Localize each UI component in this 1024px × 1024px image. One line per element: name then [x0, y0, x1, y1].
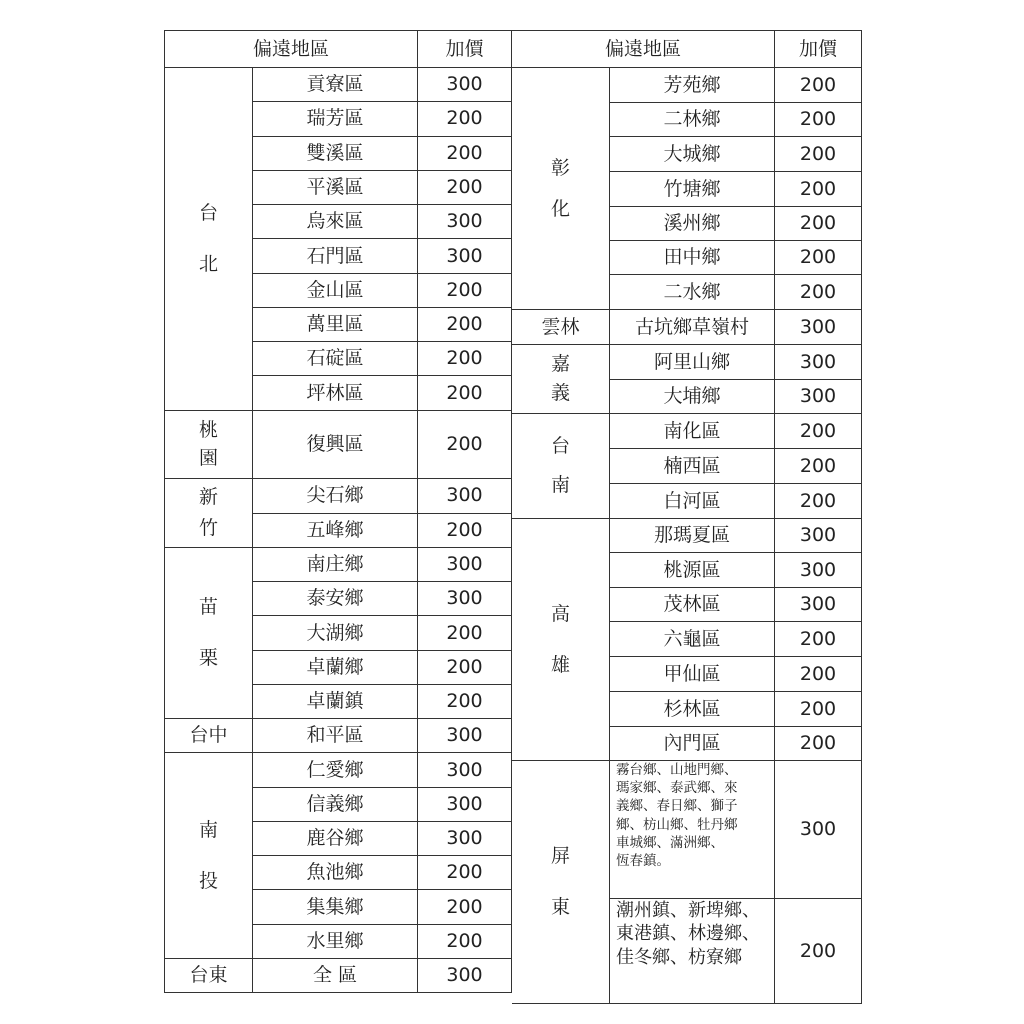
fee-changhua-0: 200: [775, 68, 862, 103]
county-taichung: 台中: [164, 719, 253, 753]
county-kaohsiung-char-1: 雄: [550, 653, 570, 676]
county-miaoli-char-1: 栗: [198, 646, 218, 669]
area-taipei-0: 貢寮區: [253, 68, 418, 102]
remote-area-fee-table: [164, 30, 862, 1003]
fee-taipei-2: 200: [418, 137, 512, 171]
area-taipei-2: 雙溪區: [253, 137, 418, 171]
county-taipei: [164, 68, 253, 411]
fee-taichung: 300: [418, 719, 512, 753]
pingtung-group1-line-2: 義鄉、春日鄉、獅子: [616, 798, 738, 815]
fee-yunlin: 300: [775, 310, 862, 345]
fee-changhua-1: 200: [775, 103, 862, 137]
county-changhua: [512, 68, 610, 310]
area-changhua-0: 芳苑鄉: [610, 68, 775, 103]
fee-changhua-3: 200: [775, 172, 862, 207]
fee-taoyuan: 200: [418, 411, 512, 480]
county-hsinchu: [164, 479, 253, 548]
area-taipei-4: 烏來區: [253, 205, 418, 239]
fee-chiayi-1: 300: [775, 380, 862, 414]
area-miaoli-1: 泰安鄉: [253, 582, 418, 616]
fee-miaoli-1: 300: [418, 582, 512, 616]
fee-taipei-6: 200: [418, 274, 512, 308]
county-miaoli-char-0: 苗: [198, 596, 218, 619]
county-tainan: [512, 414, 610, 519]
area-kaohsiung-1: 桃源區: [610, 553, 775, 588]
area-kaohsiung-3: 六龜區: [610, 622, 775, 657]
fee-nantou-5: 200: [418, 925, 512, 959]
fee-changhua-4: 200: [775, 207, 862, 241]
county-nantou-char-1: 投: [198, 869, 218, 892]
area-taipei-7: 萬里區: [253, 308, 418, 342]
area-taipei-6: 金山區: [253, 274, 418, 308]
county-chiayi-char-1: 義: [550, 382, 570, 404]
fee-kaohsiung-6: 200: [775, 727, 862, 761]
area-changhua-3: 竹塘鄉: [610, 172, 775, 207]
area-kaohsiung-4: 甲仙區: [610, 657, 775, 692]
area-tainan-2: 白河區: [610, 484, 775, 519]
fee-nantou-4: 200: [418, 890, 512, 924]
fee-taipei-4: 300: [418, 205, 512, 239]
county-yunlin: 雲林: [512, 310, 610, 345]
area-chiayi-0: 阿里山鄉: [610, 345, 775, 380]
area-hsinchu-0: 尖石鄉: [253, 479, 418, 513]
fee-tainan-1: 200: [775, 449, 862, 484]
area-taoyuan: 復興區: [253, 411, 418, 480]
area-nantou-3: 魚池鄉: [253, 856, 418, 890]
fee-nantou-3: 200: [418, 856, 512, 890]
fee-pingtung-group2: 200: [775, 899, 862, 1004]
county-miaoli: [164, 548, 253, 719]
pingtung-group2-line-1: 東港鎮、林邊鄉、: [616, 923, 760, 945]
county-nantou: [164, 753, 253, 959]
fee-chiayi-0: 300: [775, 345, 862, 380]
county-tainan-char-1: 南: [550, 474, 570, 496]
county-tainan-char-0: 台: [550, 435, 570, 458]
fee-kaohsiung-5: 200: [775, 692, 862, 727]
area-nantou-5: 水里鄉: [253, 925, 418, 959]
fee-taipei-1: 200: [418, 102, 512, 136]
county-taoyuan-char-0: 桃: [198, 418, 218, 441]
fee-miaoli-4: 200: [418, 685, 512, 719]
fee-taipei-8: 200: [418, 342, 512, 376]
area-tainan-0: 南化區: [610, 414, 775, 449]
county-taipei-char-0: 台: [198, 201, 218, 224]
fee-tainan-0: 200: [775, 414, 862, 449]
area-pingtung-group1: [610, 761, 775, 899]
area-nantou-4: 集集鄉: [253, 890, 418, 924]
area-taipei-3: 平溪區: [253, 171, 418, 205]
area-changhua-1: 二林鄉: [610, 103, 775, 137]
fee-kaohsiung-1: 300: [775, 553, 862, 588]
fee-nantou-2: 300: [418, 822, 512, 856]
area-miaoli-2: 大湖鄉: [253, 616, 418, 650]
pingtung-group1-line-0: 霧台鄉、山地門鄉、: [616, 762, 738, 778]
fee-taipei-3: 200: [418, 171, 512, 205]
county-hsinchu-char-1: 竹: [198, 517, 218, 539]
county-hsinchu-char-0: 新: [198, 486, 218, 509]
area-hsinchu-1: 五峰鄉: [253, 514, 418, 548]
header-region-right: 偏遠地區: [512, 30, 775, 68]
fee-taitung: 300: [418, 959, 512, 993]
area-kaohsiung-5: 杉林區: [610, 692, 775, 727]
fee-nantou-1: 300: [418, 788, 512, 822]
fee-hsinchu-0: 300: [418, 479, 512, 513]
fee-kaohsiung-3: 200: [775, 622, 862, 657]
fee-miaoli-0: 300: [418, 548, 512, 582]
county-taipei-char-1: 北: [198, 252, 218, 275]
county-pingtung: [512, 761, 610, 1004]
header-region-left: 偏遠地區: [164, 30, 418, 68]
area-taipei-9: 坪林區: [253, 376, 418, 410]
area-taipei-1: 瑞芳區: [253, 102, 418, 136]
area-changhua-4: 溪州鄉: [610, 207, 775, 241]
area-tainan-1: 楠西區: [610, 449, 775, 484]
county-pingtung-char-1: 東: [550, 896, 570, 918]
fee-taipei-0: 300: [418, 68, 512, 102]
area-taipei-8: 石碇區: [253, 342, 418, 376]
fee-changhua-2: 200: [775, 137, 862, 172]
fee-kaohsiung-2: 300: [775, 588, 862, 622]
fee-kaohsiung-0: 300: [775, 519, 862, 553]
fee-changhua-6: 200: [775, 275, 862, 310]
area-kaohsiung-0: 那瑪夏區: [610, 519, 775, 553]
area-nantou-0: 仁愛鄉: [253, 753, 418, 787]
fee-taipei-9: 200: [418, 376, 512, 410]
county-kaohsiung-char-0: 高: [550, 602, 570, 625]
county-chiayi: [512, 345, 610, 414]
fee-taipei-7: 200: [418, 308, 512, 342]
area-kaohsiung-6: 內門區: [610, 727, 775, 761]
county-taoyuan-char-1: 園: [198, 447, 218, 470]
county-pingtung-char-0: 屏: [550, 845, 570, 868]
area-miaoli-3: 卓蘭鄉: [253, 651, 418, 685]
header-fee-left: 加價: [418, 30, 512, 68]
area-miaoli-4: 卓蘭鎮: [253, 685, 418, 719]
fee-nantou-0: 300: [418, 753, 512, 787]
county-taoyuan: [164, 411, 253, 480]
area-nantou-1: 信義鄉: [253, 788, 418, 822]
area-changhua-2: 大城鄉: [610, 137, 775, 172]
fee-pingtung-group1: 300: [775, 761, 862, 899]
area-changhua-5: 田中鄉: [610, 241, 775, 275]
pingtung-group1-line-1: 瑪家鄉、泰武鄉、來: [616, 780, 738, 797]
fee-taipei-5: 300: [418, 239, 512, 273]
area-taitung: 全 區: [253, 959, 418, 993]
pingtung-group1-line-3: 鄉、枋山鄉、牡丹鄉: [616, 816, 738, 833]
fee-miaoli-3: 200: [418, 651, 512, 685]
area-yunlin: 古坑鄉草嶺村: [610, 310, 775, 345]
area-kaohsiung-2: 茂林區: [610, 588, 775, 622]
area-changhua-6: 二水鄉: [610, 275, 775, 310]
fee-changhua-5: 200: [775, 241, 862, 275]
area-pingtung-group2: [610, 899, 775, 1004]
county-nantou-char-0: 南: [198, 818, 218, 841]
county-changhua-char-0: 彰: [550, 156, 570, 179]
pingtung-group1-line-4: 車城鄉、滿洲鄉、: [616, 834, 724, 851]
pingtung-group1-line-5: 恆春鎮。: [616, 853, 670, 870]
county-taitung: 台東: [164, 959, 253, 993]
area-nantou-2: 鹿谷鄉: [253, 822, 418, 856]
pingtung-group2-line-2: 佳冬鄉、枋寮鄉: [616, 946, 742, 968]
county-chiayi-char-0: 嘉: [550, 353, 570, 376]
fee-hsinchu-1: 200: [418, 514, 512, 548]
county-kaohsiung: [512, 519, 610, 761]
county-changhua-char-1: 化: [550, 197, 570, 220]
fee-tainan-2: 200: [775, 484, 862, 519]
area-taipei-5: 石門區: [253, 239, 418, 273]
pingtung-group2-line-0: 潮州鎮、新埤鄉、: [616, 900, 760, 921]
area-miaoli-0: 南庄鄉: [253, 548, 418, 582]
header-fee-right: 加價: [775, 30, 862, 68]
fee-miaoli-2: 200: [418, 616, 512, 650]
area-chiayi-1: 大埔鄉: [610, 380, 775, 414]
fee-kaohsiung-4: 200: [775, 657, 862, 692]
area-taichung: 和平區: [253, 719, 418, 753]
